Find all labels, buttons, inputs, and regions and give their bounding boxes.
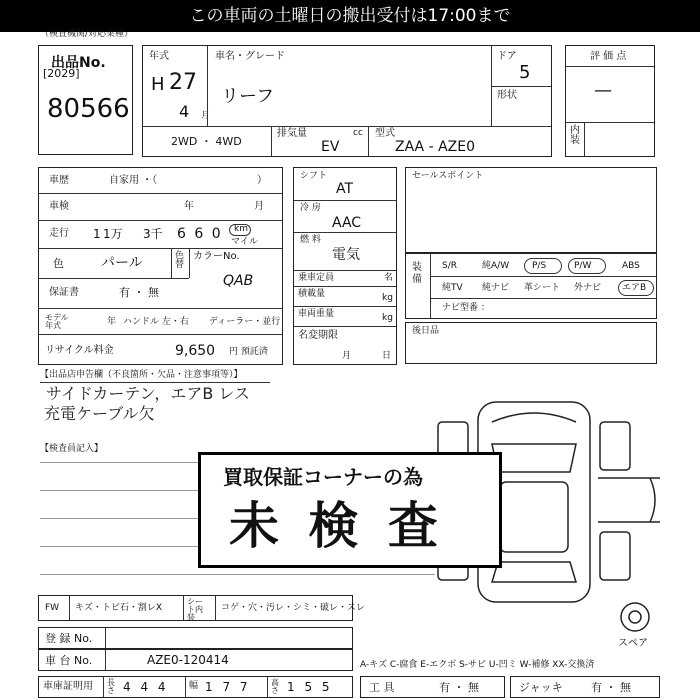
load-label: 積載量 bbox=[298, 289, 326, 299]
cert-width-value: 1 7 7 bbox=[205, 680, 251, 694]
equip-sr: S/R bbox=[442, 261, 457, 271]
recycle-label: リサイクル料金 bbox=[45, 345, 114, 356]
damage-legend: A-キズ C-腐食 E-エクボ S-サビ U-凹ミ W-補修 XX-交換済 bbox=[360, 660, 595, 670]
year-era: H bbox=[151, 74, 165, 95]
name-change-label: 名変期限 bbox=[298, 330, 338, 341]
score-box bbox=[565, 45, 655, 157]
stamp-line1: 買取保証コーナーの為 bbox=[223, 465, 423, 489]
chassis-row bbox=[38, 649, 353, 671]
displacement-value: EV bbox=[321, 139, 340, 155]
tools-value: 有 ・ 無 bbox=[439, 681, 479, 694]
aircon-value: AAC bbox=[332, 215, 362, 231]
after-parts-label: 後日品 bbox=[412, 326, 440, 336]
recycle-unit: 円 預託済 bbox=[229, 347, 268, 357]
fw-label: FW bbox=[45, 603, 60, 613]
model-year-unit: 年 bbox=[107, 317, 117, 327]
mid-form bbox=[293, 167, 397, 365]
navi-model-label: ナビ型番 ： bbox=[442, 303, 490, 313]
name-change-day: 日 bbox=[382, 351, 392, 361]
sales-point-box bbox=[405, 167, 657, 253]
mileage-km: km bbox=[234, 224, 248, 234]
cert-height-label: 高さ bbox=[271, 678, 279, 695]
score-label: 評 価 点 bbox=[590, 51, 627, 62]
lot-box bbox=[38, 45, 133, 155]
shape-label: 形状 bbox=[497, 90, 517, 101]
car-info-box bbox=[142, 45, 552, 157]
year-month: 4 bbox=[179, 102, 190, 121]
tools-label: 工 具 bbox=[369, 681, 395, 694]
chassis-value: AZE0-120414 bbox=[147, 653, 229, 667]
handle-side: ハンドル 左・右 bbox=[123, 317, 189, 327]
shift-label: シフト bbox=[300, 171, 328, 181]
color-label: 色 bbox=[53, 257, 64, 270]
type-label: 型式 bbox=[375, 128, 395, 139]
color-code-label: カラーNo. bbox=[193, 251, 240, 262]
mileage-rest: 6 6 0 bbox=[177, 226, 223, 242]
drive-type: 2WD ・ 4WD bbox=[171, 135, 242, 148]
car-name-label: 車名・グレード bbox=[215, 51, 285, 62]
inspector-label: 【検査員記入】 bbox=[40, 444, 104, 454]
fw-text: キズ・トビ石・割レX bbox=[75, 603, 162, 613]
header-partial: （検査機関/対応業種） bbox=[40, 29, 134, 39]
lot-label: 出品No. bbox=[51, 55, 106, 71]
cert-len-value: 4 4 4 bbox=[123, 680, 169, 694]
year-label: 年式 bbox=[149, 51, 169, 62]
stamp-line2: 未 検 査 bbox=[229, 497, 444, 555]
jack-row bbox=[510, 676, 660, 698]
equip-abs: ABS bbox=[622, 261, 640, 271]
weight-label: 車両重量 bbox=[298, 309, 335, 319]
seat-text: コゲ・穴・汚レ・シミ・破レ・スレ bbox=[221, 603, 366, 613]
cert-width-label: 幅 bbox=[189, 681, 199, 691]
notes-line2: 充電ケーブル欠 bbox=[44, 404, 155, 423]
recycle-value: 9,650 bbox=[175, 343, 216, 359]
after-parts-box bbox=[405, 322, 657, 364]
doors-label: ドア bbox=[497, 51, 517, 62]
equip-pw: P/W bbox=[574, 261, 592, 271]
shift-value: AT bbox=[336, 181, 354, 197]
mileage-man: 1 bbox=[93, 227, 101, 241]
mileage-man-unit: 1万 bbox=[103, 227, 123, 241]
name-change-month: 月 bbox=[342, 351, 352, 361]
left-form bbox=[38, 167, 283, 365]
color-code: QAB bbox=[223, 273, 254, 289]
aircon-label: 冷 房 bbox=[300, 203, 321, 213]
lot-number: 80566 bbox=[47, 94, 130, 124]
spare-label: スペア bbox=[618, 638, 648, 649]
fuel-label: 燃 料 bbox=[300, 235, 321, 245]
inspection-label: 車検 bbox=[49, 201, 69, 212]
mileage-label: 走行 bbox=[49, 228, 69, 239]
mileage-sen: 3千 bbox=[143, 227, 163, 241]
weight-unit: kg bbox=[382, 313, 393, 323]
cert-height-value: 1 5 5 bbox=[287, 680, 333, 694]
equip-ext-navi: 外ナビ bbox=[574, 283, 602, 293]
sales-point-label: セールスポイント bbox=[412, 171, 484, 181]
type-value: ZAA - AZE0 bbox=[395, 139, 476, 155]
jack-value: 有 ・ 無 bbox=[591, 681, 631, 694]
capacity-label: 乗車定員 bbox=[298, 273, 335, 283]
displacement-label: 排気量 bbox=[277, 128, 307, 139]
color-change-label: 色替 bbox=[175, 251, 185, 270]
warranty-value: 有 ・ 無 bbox=[119, 286, 159, 299]
registration-label: 登 録 No. bbox=[45, 632, 93, 645]
load-unit: kg bbox=[382, 293, 393, 303]
cert-label: 車庫証明用 bbox=[43, 681, 93, 692]
interior-label: 内装 bbox=[570, 125, 580, 146]
chassis-label: 車 台 No. bbox=[45, 654, 93, 667]
mileage-mile: マイル bbox=[231, 237, 258, 247]
seat-label: シート内装 bbox=[187, 597, 203, 622]
capacity-unit: 名 bbox=[384, 273, 394, 283]
displacement-unit: cc bbox=[353, 128, 363, 138]
score-value: — bbox=[594, 80, 612, 101]
color-value: パール bbox=[101, 255, 143, 271]
car-name: リーフ bbox=[221, 86, 275, 107]
history-label: 車歴 bbox=[49, 175, 69, 186]
equipment-label: 装備 bbox=[412, 262, 422, 285]
equip-airbag: エアB bbox=[622, 283, 647, 293]
cert-row bbox=[38, 676, 353, 698]
year-value: 27 bbox=[169, 70, 197, 95]
month-unit: 月 bbox=[201, 111, 211, 121]
fw-row bbox=[38, 595, 366, 622]
notes-label: 【出品店申告欄（不良箇所・欠品・注意事項等）】 bbox=[40, 370, 243, 380]
equip-leather: 革シート bbox=[524, 283, 561, 293]
warranty-label: 保証書 bbox=[49, 287, 79, 298]
registration-row bbox=[38, 627, 353, 649]
dealer-type: ディーラー・並行 bbox=[209, 317, 281, 327]
equip-tv: 純TV bbox=[442, 283, 463, 293]
uninspected-stamp bbox=[198, 452, 502, 568]
cert-len-label: 長さ bbox=[107, 678, 115, 695]
top-banner: この車両の土曜日の搬出受付は17:00まで bbox=[0, 0, 700, 32]
equip-aw: 純A/W bbox=[482, 261, 510, 271]
fuel-value: 電気 bbox=[332, 247, 360, 263]
model-year-label: モデル年式 bbox=[45, 313, 69, 330]
jack-label: ジャッキ bbox=[519, 681, 563, 694]
doors-value: 5 bbox=[519, 62, 531, 83]
equipment-box bbox=[405, 253, 657, 319]
inspection-month: 月 bbox=[254, 201, 264, 212]
equip-ps: P/S bbox=[532, 261, 547, 271]
inspection-year: 年 bbox=[184, 201, 194, 212]
tools-row bbox=[360, 676, 505, 698]
notes-line1: サイドカーテン，エアB レス bbox=[46, 384, 250, 403]
history-value: 自家用 ・（ bbox=[109, 175, 158, 186]
equip-navi: 純ナビ bbox=[482, 283, 510, 293]
lot-stamp: [2029] bbox=[43, 67, 80, 80]
history-close: ） bbox=[257, 175, 267, 186]
